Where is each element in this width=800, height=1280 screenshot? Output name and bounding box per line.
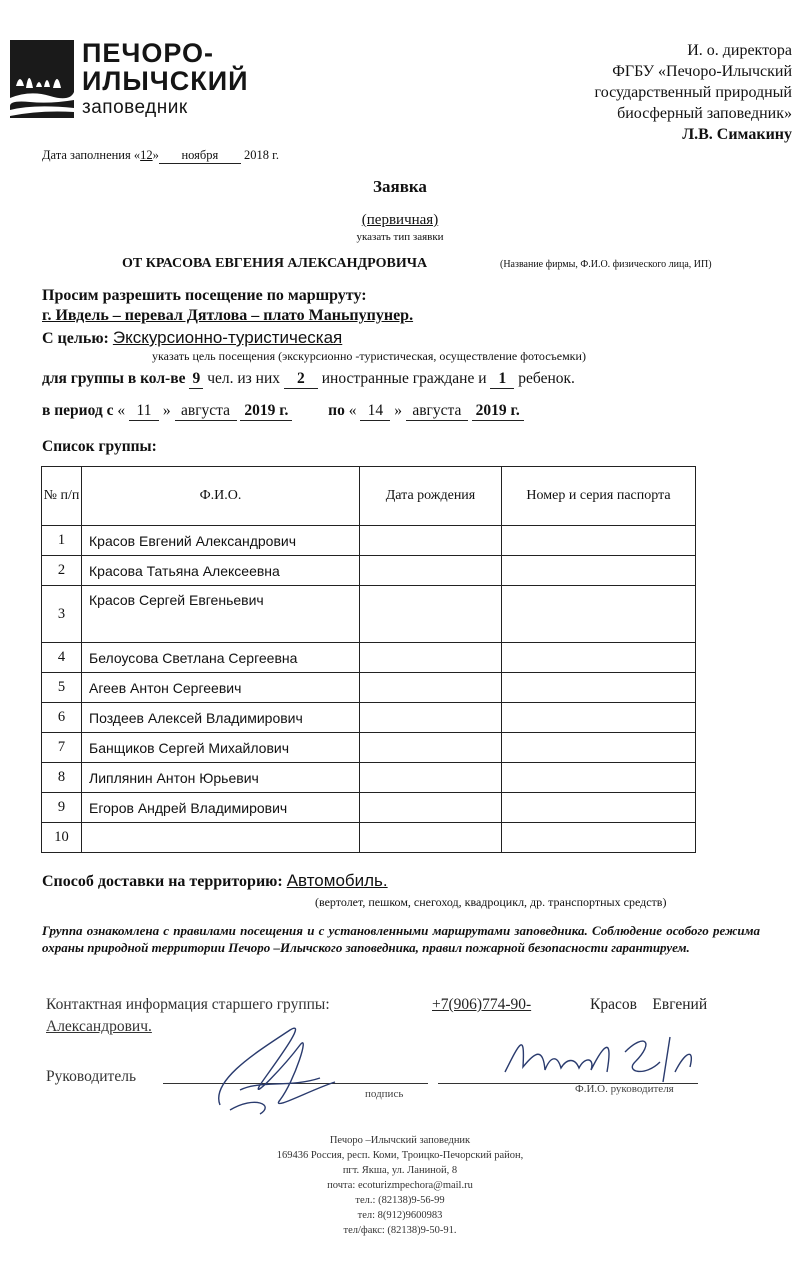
row-passport xyxy=(502,793,696,823)
row-birth xyxy=(360,526,502,556)
row-num: 9 xyxy=(42,793,82,823)
table-row xyxy=(42,793,696,823)
group-children: 1 xyxy=(490,370,514,389)
addressee-line: И. о. директора xyxy=(687,42,792,59)
row-fio: Красов Евгений Александрович xyxy=(82,526,360,556)
footer-line: пгт. Якша, ул. Ланиной, 8 xyxy=(342,1165,458,1176)
row-passport xyxy=(502,556,696,586)
footer-line: 169436 Россия, респ. Коми, Троицко-Печорский район, xyxy=(276,1150,524,1161)
row-passport xyxy=(502,763,696,793)
fill-date xyxy=(42,148,279,164)
row-passport xyxy=(502,703,696,733)
handwritten-fio-icon xyxy=(495,1022,705,1097)
addressee-line: государственный природный xyxy=(594,84,792,101)
reserve-contacts-footer xyxy=(0,1133,800,1238)
header-birth: Дата рождения xyxy=(360,467,502,526)
row-passport xyxy=(502,643,696,673)
delivery-label: Способ доставки на территорию: xyxy=(42,873,287,890)
row-passport xyxy=(502,673,696,703)
group-text1: чел. из них xyxy=(207,370,281,387)
fio-hint: Ф.И.О. руководителя xyxy=(575,1083,674,1095)
fill-date-year: 2018 г. xyxy=(244,148,279,162)
group-list-title: Список группы: xyxy=(42,438,157,455)
table-row xyxy=(42,703,696,733)
row-num: 8 xyxy=(42,763,82,793)
row-birth xyxy=(360,703,502,733)
period-close1: » xyxy=(162,402,171,419)
fill-date-label: Дата заполнения « xyxy=(42,148,141,162)
row-birth xyxy=(360,556,502,586)
row-birth xyxy=(360,586,502,643)
signature-hint: подпись xyxy=(365,1088,404,1100)
addressee-line: ФГБУ «Печоро-Илычский xyxy=(612,63,792,80)
compliance-notice: Группа ознакомлена с правилами посещения и с установленными маршрутами заповедника. Соблюдение особого режима охраны природной территории Печоро –Илычского заповедника, правил пожарной безопасности гарантируем. xyxy=(42,923,760,955)
row-num: 6 xyxy=(42,703,82,733)
footer-line: почта: ecoturizmpechora@mail.ru xyxy=(327,1180,473,1191)
header-num: № п/п xyxy=(42,467,82,526)
addressee-block xyxy=(462,40,792,145)
row-birth xyxy=(360,643,502,673)
group-size-line xyxy=(42,370,575,389)
route-request-label: Просим разрешить посещение по маршруту: xyxy=(42,287,367,304)
contact-name-cont: Александрович. xyxy=(46,1018,152,1035)
row-fio: Банщиков Сергей Михайлович xyxy=(82,733,360,763)
row-birth xyxy=(360,673,502,703)
table-row xyxy=(42,733,696,763)
request-type-hint: указать тип заявки xyxy=(356,231,444,243)
row-birth xyxy=(360,823,502,853)
row-num: 4 xyxy=(42,643,82,673)
purpose-hint: указать цель посещения (экскурсионно -туристическая, осуществление фотосъемки) xyxy=(152,349,586,363)
table-row xyxy=(42,526,696,556)
period-line xyxy=(42,402,524,421)
row-fio xyxy=(82,823,360,853)
row-birth xyxy=(360,733,502,763)
row-birth xyxy=(360,763,502,793)
row-fio: Липлянин Антон Юрьевич xyxy=(82,763,360,793)
fill-date-day: 12 xyxy=(140,148,153,162)
contact-name: Красов Евгений xyxy=(590,996,708,1013)
period-to: по xyxy=(328,402,345,419)
row-num: 2 xyxy=(42,556,82,586)
purpose-line xyxy=(42,328,342,348)
logo-title-line2: ИЛЫЧСКИЙ xyxy=(82,66,249,96)
handwritten-signature-icon xyxy=(200,1010,350,1120)
request-type: (первичная) xyxy=(361,212,439,228)
row-num: 1 xyxy=(42,526,82,556)
page-title: Заявка xyxy=(373,177,427,196)
table-row xyxy=(42,556,696,586)
footer-line: тел/факс: (82138)9-50-91. xyxy=(343,1225,457,1236)
row-fio: Агеев Антон Сергеевич xyxy=(82,673,360,703)
row-num: 3 xyxy=(42,586,82,643)
delivery-line xyxy=(42,871,388,891)
row-passport xyxy=(502,733,696,763)
delivery-value: Автомобиль. xyxy=(286,871,388,890)
period-day2: 14 xyxy=(360,402,390,421)
addressee-line: биосферный заповедник» xyxy=(617,105,792,122)
table-row xyxy=(42,763,696,793)
table-header-row xyxy=(42,467,696,526)
row-fio: Красов Сергей Евгеньевич xyxy=(82,586,360,643)
period-day1: 11 xyxy=(129,402,159,421)
head-label: Руководитель xyxy=(46,1068,137,1085)
addressee-name: Л.В. Симакину xyxy=(682,126,792,143)
delivery-hint: (вертолет, пешком, снегоход, квадроцикл, др. транспортных средств) xyxy=(315,895,667,909)
logo-title-line1: ПЕЧОРО- xyxy=(82,38,215,68)
group-label: для группы в кол-ве xyxy=(42,370,186,387)
contact-label: Контактная информация старшего группы: xyxy=(46,996,330,1013)
footer-line: тел: 8(912)9600983 xyxy=(357,1210,443,1221)
period-label: в период с xyxy=(42,402,114,419)
header-passport: Номер и серия паспорта xyxy=(502,467,696,526)
row-fio: Егоров Андрей Владимирович xyxy=(82,793,360,823)
applicant-hint: (Название фирмы, Ф.И.О. физического лица, ИП) xyxy=(500,259,712,270)
group-text2: иностранные граждане и xyxy=(321,370,487,387)
row-passport xyxy=(502,526,696,556)
fill-date-sep: » xyxy=(152,148,159,162)
purpose-label: С целью: xyxy=(42,330,113,347)
footer-line: Печоро –Илычский заповедник xyxy=(329,1135,471,1146)
row-num: 10 xyxy=(42,823,82,853)
contact-info xyxy=(46,996,756,1035)
group-text3: ребенок. xyxy=(518,370,575,387)
reserve-logo-icon xyxy=(10,40,74,118)
period-year2: 2019 г. xyxy=(472,402,524,421)
footer-line: тел.: (82138)9-56-99 xyxy=(355,1195,445,1206)
period-year1: 2019 г. xyxy=(240,402,292,421)
group-foreign: 2 xyxy=(284,370,318,389)
row-num: 7 xyxy=(42,733,82,763)
purpose-value: Экскурсионно-туристическая xyxy=(112,328,343,347)
row-passport xyxy=(502,823,696,853)
period-close2: » xyxy=(394,402,402,419)
table-row xyxy=(42,823,696,853)
row-fio: Поздеев Алексей Владимирович xyxy=(82,703,360,733)
logo-subtitle: заповедник xyxy=(82,97,188,118)
fill-date-month: ноября xyxy=(159,148,241,164)
applicant-name: ОТ КРАСОВА ЕВГЕНИЯ АЛЕКСАНДРОВИЧА xyxy=(122,256,428,271)
table-row xyxy=(42,586,696,643)
period-month1: августа xyxy=(175,402,237,421)
header-fio: Ф.И.О. xyxy=(82,467,360,526)
group-count: 9 xyxy=(189,370,203,389)
row-num: 5 xyxy=(42,673,82,703)
row-fio: Красова Татьяна Алексеевна xyxy=(82,556,360,586)
period-month2: августа xyxy=(406,402,468,421)
period-open1: « xyxy=(117,402,126,419)
group-list-table xyxy=(41,466,696,853)
row-birth xyxy=(360,793,502,823)
row-fio: Белоусова Светлана Сергеевна xyxy=(82,643,360,673)
table-row xyxy=(42,673,696,703)
contact-phone: +7(906)774-90- xyxy=(432,996,532,1013)
table-row xyxy=(42,643,696,673)
route-value: г. Ивдель – перевал Дятлова – плато Маньпупунер. xyxy=(42,307,414,324)
row-passport xyxy=(502,586,696,643)
period-open2: « xyxy=(348,402,357,419)
